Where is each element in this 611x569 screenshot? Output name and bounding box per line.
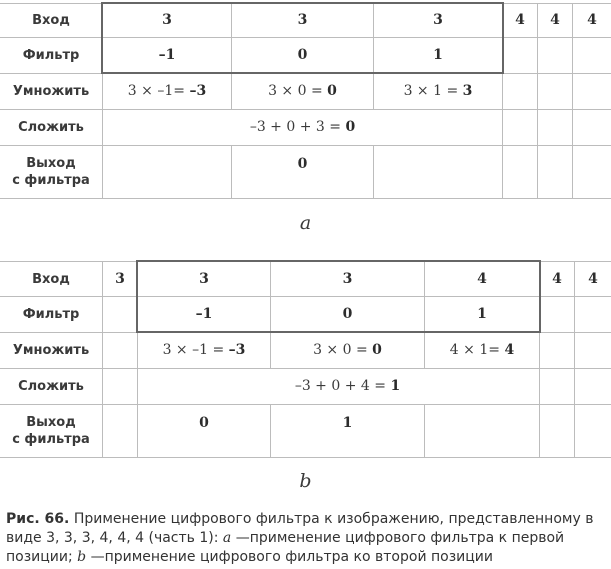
multiply-cell: 3 × –1 = –3 (162, 342, 246, 358)
caption-label: Рис. 66. (6, 511, 70, 527)
output-label-line1: Выход (26, 415, 76, 430)
filter-cell: –1 (195, 306, 213, 322)
row-label-output (0, 146, 102, 198)
input-cell: 4 (587, 12, 597, 28)
filter-cell: 0 (342, 306, 353, 322)
row-label-filter: Фильтр (22, 307, 80, 322)
caption-text-2: —применение цифрового фильтра к первой позиции; (6, 530, 565, 565)
output-label-line2: с фильтра (12, 432, 90, 447)
input-cell: 3 (297, 12, 308, 28)
filter-cell: –1 (158, 47, 176, 63)
input-cell: 3 (199, 270, 209, 287)
input-cell: 4 (552, 270, 562, 287)
input-cell: 4 (477, 270, 487, 287)
figure-caption (6, 510, 608, 567)
input-cell: 3 (115, 270, 125, 287)
row-label-input: Вход (32, 13, 70, 28)
row-label-input: Вход (32, 271, 70, 287)
output-cell: 0 (297, 155, 308, 172)
row-label-add: Сложить (18, 379, 84, 394)
caption-text-1: Применение цифрового фильтра к изображению, представленному в виде 3, 3, 3, 4, 4, 4 (часть 1): (6, 511, 594, 546)
row-label-multiply: Умножить (12, 343, 90, 358)
row-label-add: Сложить (18, 120, 84, 135)
input-cell: 4 (515, 12, 525, 28)
filter-cell: 1 (477, 306, 487, 322)
multiply-cell: 3 × 0 = 0 (268, 83, 337, 99)
multiply-cell: 3 × 0 = 0 (313, 342, 382, 358)
output-label-line2: с фильтра (12, 173, 90, 188)
add-cell: –3 + 0 + 3 = 0 (249, 119, 356, 135)
multiply-cell: 4 × 1= 4 (449, 342, 515, 358)
output-cell: 0 (199, 414, 209, 431)
row-label-filter: Фильтр (22, 48, 80, 63)
sublabel-b: b (299, 470, 312, 492)
row-label-output (0, 405, 102, 457)
caption-b-letter: b (77, 549, 87, 565)
output-cell: 1 (342, 414, 353, 431)
input-cell: 4 (550, 12, 560, 28)
input-cell: 3 (342, 270, 353, 287)
filter-cell: 0 (297, 47, 308, 63)
input-cell: 4 (588, 270, 598, 287)
multiply-cell: 3 × 1 = 3 (403, 83, 473, 99)
caption-a-letter: a (222, 530, 232, 546)
caption-text-3: —применение цифрового фильтра ко второй позиции (86, 549, 493, 565)
sublabel-a: a (299, 212, 312, 234)
filter-cell: 1 (433, 47, 443, 63)
input-cell: 3 (433, 12, 443, 28)
row-label-multiply: Умножить (12, 84, 90, 99)
output-label-line1: Выход (26, 156, 76, 171)
input-cell: 3 (162, 12, 172, 28)
multiply-cell: 3 × –1= –3 (127, 83, 207, 99)
add-cell: –3 + 0 + 4 = 1 (294, 378, 401, 394)
